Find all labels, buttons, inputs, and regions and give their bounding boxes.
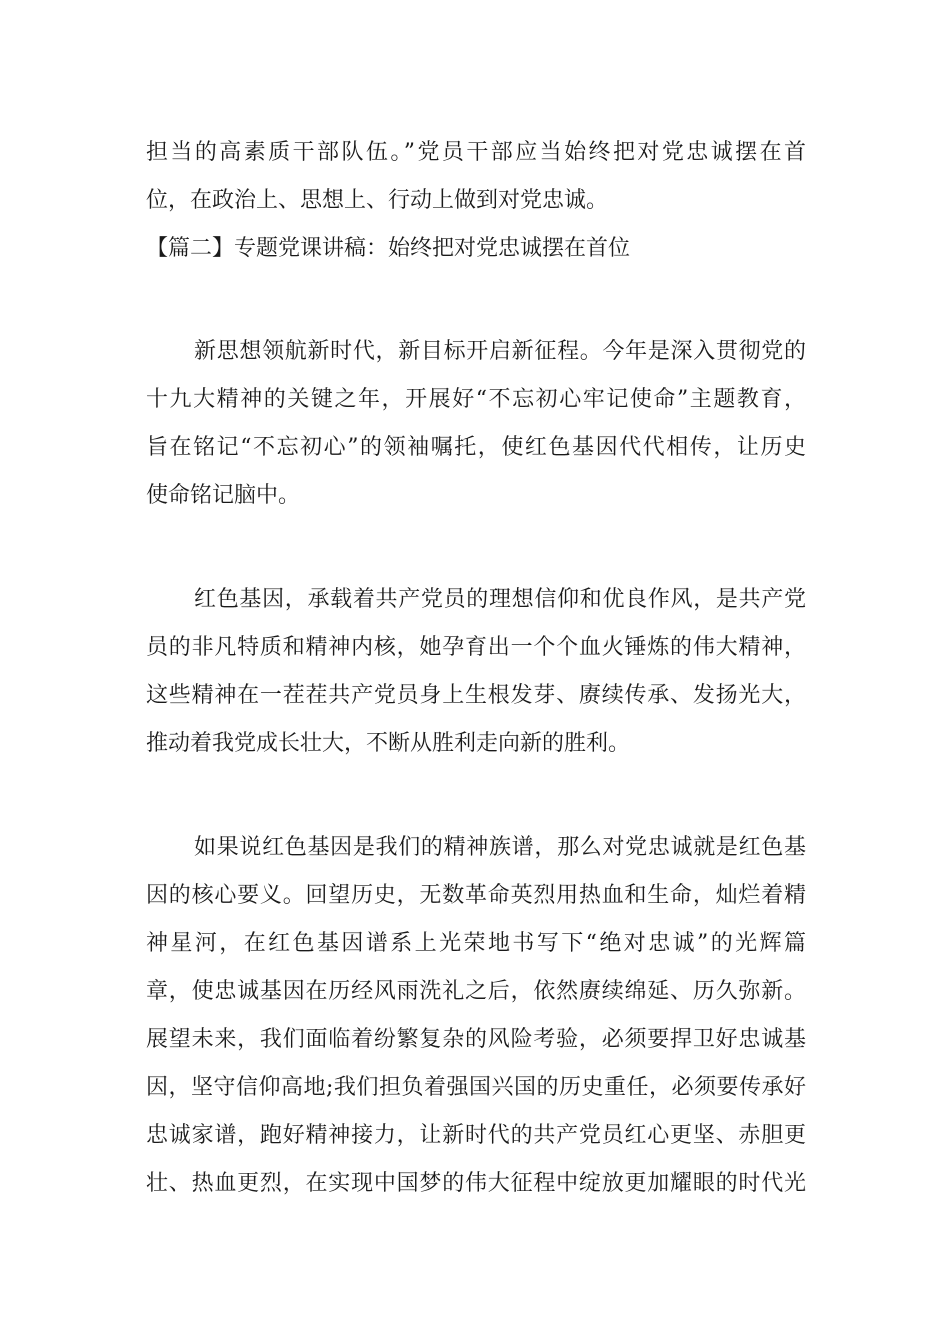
paragraph-line: 因，坚守信仰高地;我们担负着强国兴国的历史重任，必须要传承好: [146, 1075, 806, 1100]
paragraph-line: 旨在铭记“不忘初心”的领袖嘱托，使红色基因代代相传，让历史: [146, 435, 806, 460]
paragraph-line: 新思想领航新时代，新目标开启新征程。今年是深入贯彻党的: [194, 339, 806, 364]
paragraph-line: 推动着我党成长壮大，不断从胜利走向新的胜利。: [146, 731, 631, 756]
body-text-line: 担当的高素质干部队伍。”党员干部应当始终把对党忠诚摆在首: [146, 140, 806, 165]
paragraph-line: 这些精神在一茬茬共产党员身上生根发芽、赓续传承、发扬光大，: [146, 683, 806, 708]
paragraph-line: 忠诚家谱，跑好精神接力，让新时代的共产党员红心更坚、赤胆更: [146, 1123, 806, 1148]
paragraph-line: 展望未来，我们面临着纷繁复杂的风险考验，必须要捍卫好忠诚基: [146, 1027, 806, 1052]
paragraph-line: 红色基因，承载着共产党员的理想信仰和优良作风，是共产党: [194, 587, 806, 612]
paragraph-line: 神星河，在红色基因谱系上光荣地书写下“绝对忠诚”的光辉篇: [146, 931, 806, 956]
section-heading: 【篇二】专题党课讲稿：始终把对党忠诚摆在首位: [146, 236, 631, 261]
paragraph-line: 十九大精神的关键之年，开展好“不忘初心牢记使命”主题教育，: [146, 387, 806, 412]
paragraph-line: 如果说红色基因是我们的精神族谱，那么对党忠诚就是红色基: [194, 835, 806, 860]
paragraph-line: 因的核心要义。回望历史，无数革命英烈用热血和生命，灿烂着精: [146, 883, 806, 908]
paragraph-line: 使命铭记脑中。: [146, 483, 301, 508]
paragraph-line: 壮、热血更烈，在实现中国梦的伟大征程中绽放更加耀眼的时代光: [146, 1171, 806, 1196]
paragraph-line: 章，使忠诚基因在历经风雨洗礼之后，依然赓续绵延、历久弥新。: [146, 979, 806, 1004]
body-text-line: 位，在政治上、思想上、行动上做到对党忠诚。: [146, 188, 609, 213]
paragraph-line: 员的非凡特质和精神内核，她孕育出一个个血火锤炼的伟大精神，: [146, 635, 806, 660]
